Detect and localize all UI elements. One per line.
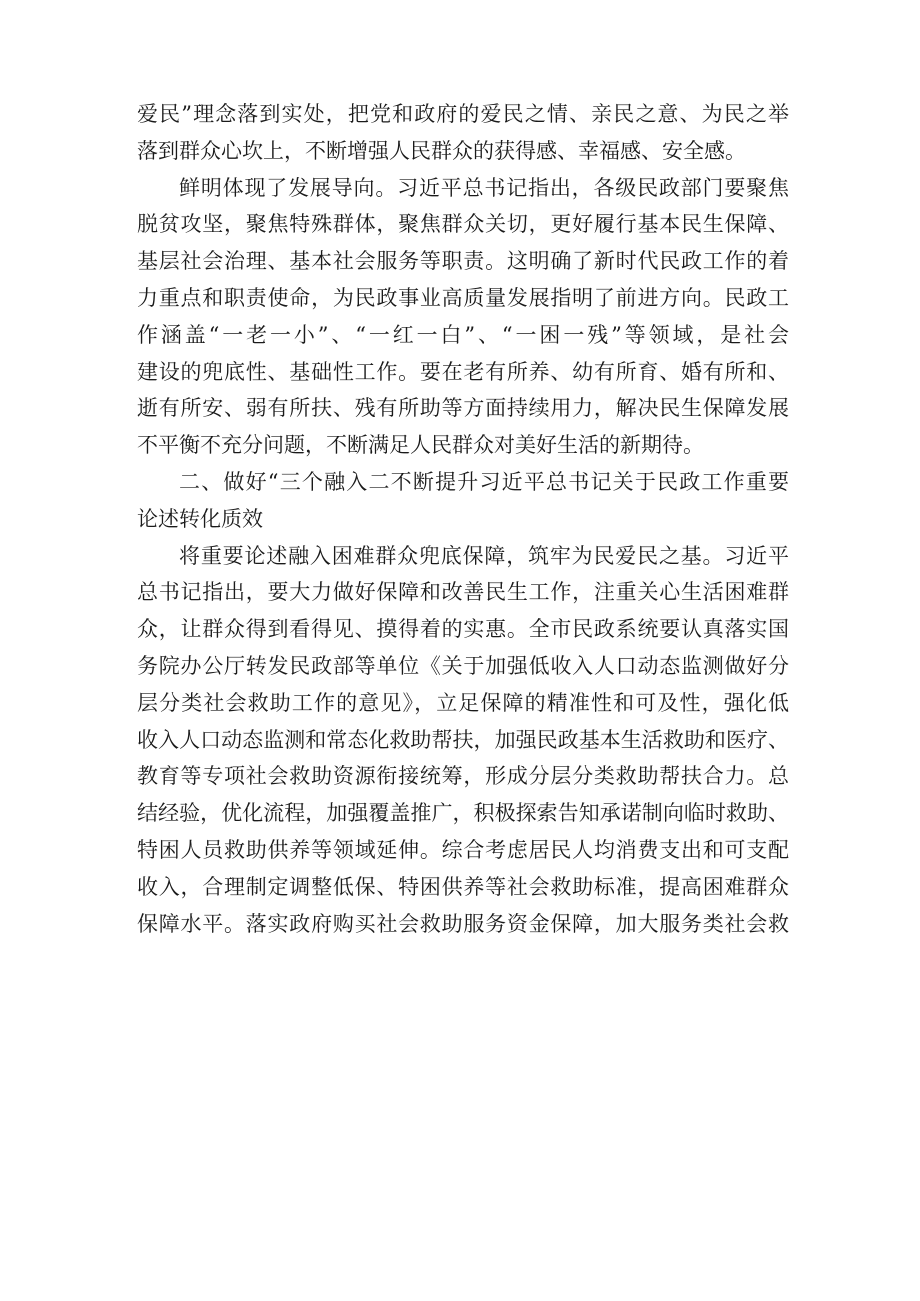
document-body: [137, 96, 789, 942]
heading-line: 二、做好“三个融入二不断提升习近平总书记关于民政工作重要: [179, 469, 789, 494]
para-development-orientation: [137, 170, 789, 464]
text-line: 收入，合理制定调整低保、特困供养等社会救助标准，提高困难群众: [137, 874, 789, 899]
heading-line: 论述转化质效: [137, 506, 263, 531]
text-line: 层分类社会救助工作的意见》，立足保障的精准性和可及性，强化低: [137, 690, 789, 715]
text-line: 作涵盖“一老一小”、“一红一白”、“一困一残”等领域，是社会: [137, 322, 789, 347]
text-line: 建设的兜底性、基础性工作。要在老有所养、幼有所育、婚有所和、: [137, 359, 789, 384]
text-line: 鲜明体现了发展导向。习近平总书记指出，各级民政部门要聚焦: [179, 175, 789, 200]
text-line: 总书记指出，要大力做好保障和改善民生工作，注重关心生活困难群: [137, 580, 789, 605]
text-line: 众，让群众得到看得见、摸得着的实惠。全市民政系统要认真落实国: [137, 617, 789, 642]
text-line: 力重点和职责使命，为民政事业高质量发展指明了前进方向。民政工: [137, 285, 789, 310]
text-line: 不平衡不充分问题，不断满足人民群众对美好生活的新期待。: [137, 433, 704, 458]
text-line: 特困人员救助供养等领域延伸。综合考虑居民人均消费支出和可支配: [137, 837, 789, 862]
para-continuation: [137, 96, 789, 170]
text-line: 教育等专项社会救助资源衔接统筹，形成分层分类救助帮扶合力。总: [137, 764, 789, 789]
text-line: 落到群众心坎上，不断增强人民群众的获得感、幸福感、安全感。: [137, 138, 746, 163]
text-line: 将重要论述融入困难群众兜底保障，筑牢为民爱民之基。习近平: [179, 543, 789, 568]
text-line: 保障水平。落实政府购买社会救助服务资金保障，加大服务类社会救: [137, 911, 789, 936]
text-line: 逝有所安、弱有所扶、残有所助等方面持续用力，解决民生保障发展: [137, 396, 789, 421]
text-line: 脱贫攻坚，聚焦特殊群体，聚焦群众关切，更好履行基本民生保障、: [137, 212, 789, 237]
text-line: 基层社会治理、基本社会服务等职责。这明确了新时代民政工作的着: [137, 249, 789, 274]
text-line: 爱民”理念落到实处，把党和政府的爱民之情、亲民之意、为民之举: [137, 102, 789, 126]
text-line: 收入人口动态监测和常态化救助帮扶，加强民政基本生活救助和医疗、: [137, 727, 789, 752]
text-line: 结经验，优化流程，加强覆盖推广，积极探索告知承诺制向临时救助、: [137, 801, 789, 826]
text-line: 务院办公厅转发民政部等单位《关于加强低收入人口动态监测做好分: [137, 653, 789, 678]
para-safety-net: [137, 538, 789, 943]
section-heading-two: [137, 464, 789, 538]
